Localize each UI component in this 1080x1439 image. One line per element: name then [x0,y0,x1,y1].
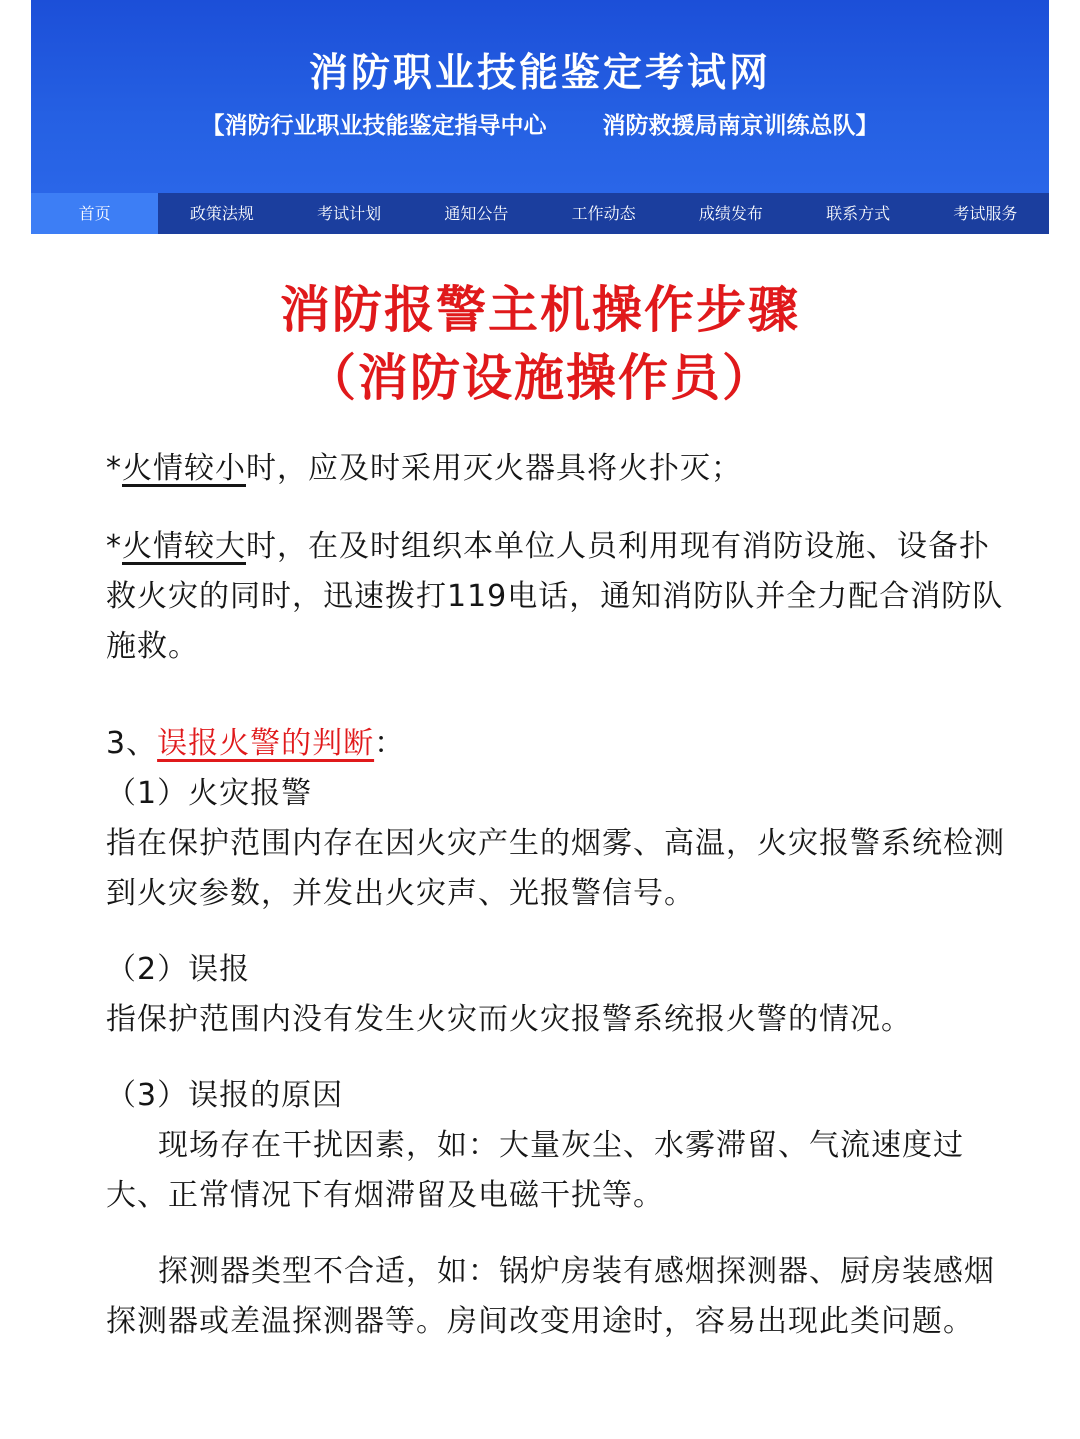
nav-item-exam-service[interactable]: 考试服务 [953,204,1018,223]
nav-item-work-news[interactable]: 工作动态 [571,204,636,223]
section3-colon: ： [374,726,406,761]
subtitle-left: 【消防行业职业技能鉴定指导中心 [201,113,547,139]
p1-prefix: * [106,451,122,486]
nav-item-notices[interactable]: 通知公告 [444,204,509,223]
item3-title: （3）误报的原因 [106,1078,344,1113]
section3-title: 误报火警的判断 [157,726,375,761]
p1-text: 时，应及时采用灭火器具将火扑灭； [246,451,742,486]
article-title-line1: 消防报警主机操作步骤 [280,281,800,339]
article-title-line2: （消防设施操作员） [306,349,774,407]
nav-item-results[interactable]: 成绩发布 [698,204,763,223]
p1-keyword: 火情较小 [122,451,246,486]
site-subtitle [31,106,1049,146]
item1-title: （1）火灾报警 [106,776,313,811]
nav-item-policy[interactable]: 政策法规 [189,204,254,223]
site-title: 消防职业技能鉴定考试网 [308,51,771,96]
subtitle-right: 消防救援局南京训练总队】 [602,113,879,139]
site-banner [31,0,1049,193]
section3-heading [106,719,1006,769]
p2-text: 时，在及时组织本单位人员利用现有消防设施、设备扑救火灾的同时，迅速拨打119电话，通知消防队并全力配合消防队施救。 [106,529,1004,664]
section3-number: 3、 [106,726,158,761]
nav-item-contact[interactable]: 联系方式 [826,204,891,223]
item3-paragraph1: 现场存在干扰因素，如：大量灰尘、水雾滞留、气流速度过大、正常情况下有烟滞留及电磁干扰等。 [106,1128,964,1213]
p2-keyword: 火情较大 [122,529,246,564]
article-title [0,276,1080,412]
item3-paragraph2: 探测器类型不合适，如：锅炉房装有感烟探测器、厨房装感烟探测器或差温探测器等。房间改变用途时，容易出现此类问题。 [106,1254,995,1339]
paragraph-small-fire [106,444,1006,494]
nav-item-home[interactable]: 首页 [31,193,158,234]
p2-prefix: * [106,529,122,564]
paragraph-large-fire [106,522,1006,672]
item2-title: （2）误报 [106,952,251,987]
item2-text: 指保护范围内没有发生火灾而火灾报警系统报火警的情况。 [106,1002,912,1037]
nav-item-exam-plan[interactable]: 考试计划 [317,204,382,223]
item1-text: 指在保护范围内存在因火灾产生的烟雾、高温，火灾报警系统检测到火灾参数，并发出火灾声、光报警信号。 [106,826,1005,911]
main-nav [31,193,1049,234]
